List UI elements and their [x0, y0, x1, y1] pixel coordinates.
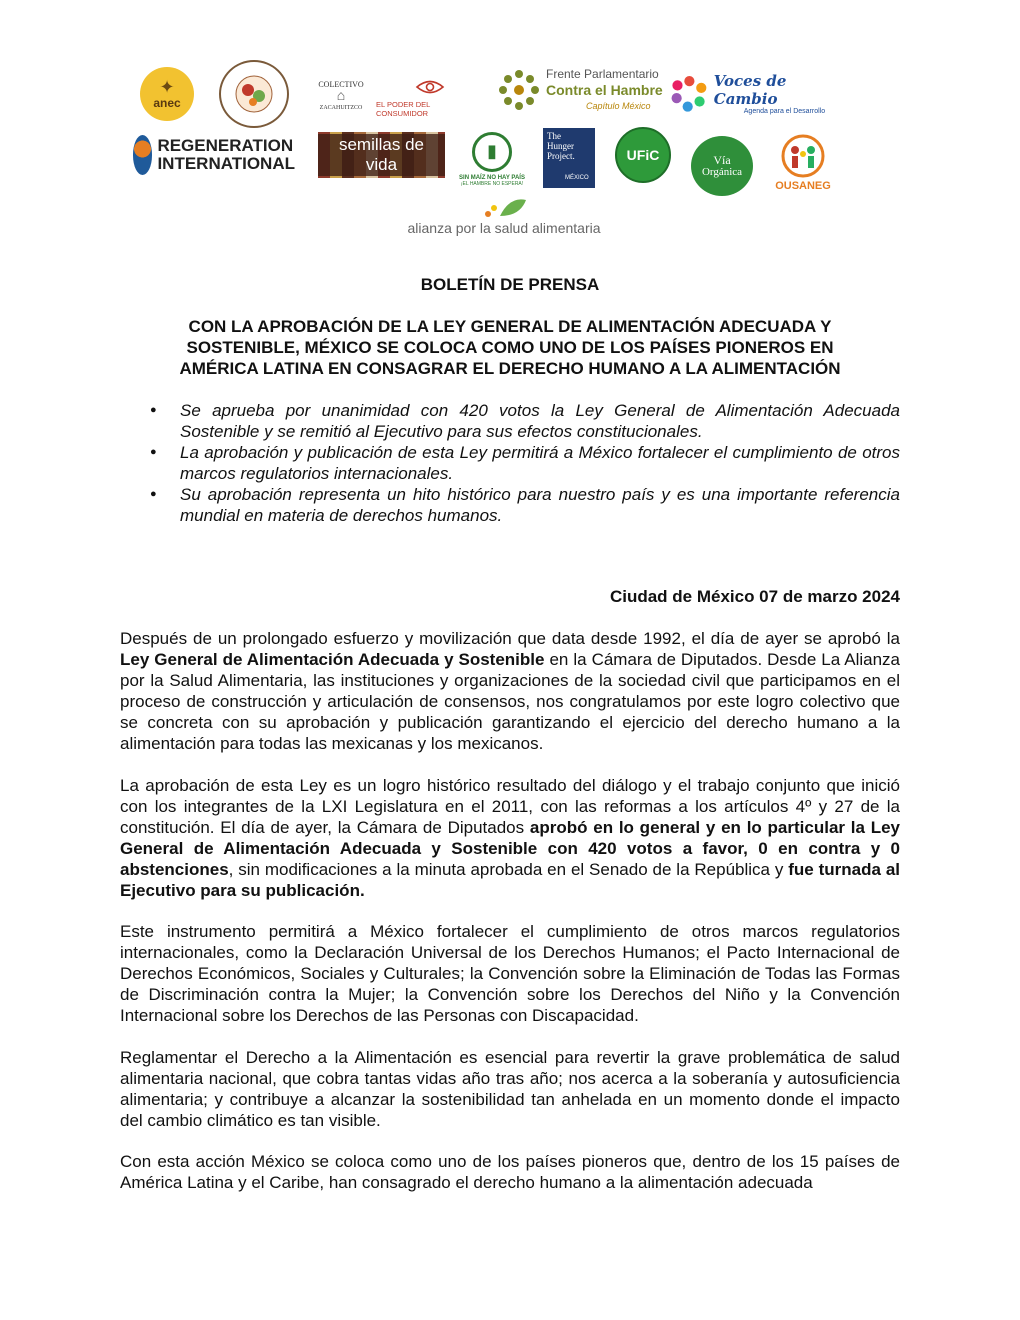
ousaneg-people-icon	[778, 134, 828, 178]
via-line1: Vía	[713, 153, 731, 167]
regeneration-line1: REGENERATION	[157, 136, 294, 155]
ufic-label: UFiC	[626, 147, 660, 163]
ousaneg-label: OUSANEG	[775, 180, 831, 192]
dateline: Ciudad de México 07 de marzo 2024	[609, 587, 900, 606]
colectivo-building-icon: ⌂	[336, 88, 346, 104]
highlight-item: ● Se aprueba por unanimidad con 420 votos la Ley General de Alimentación Adecuada Sostenible y se remitió al Ejecutivo para sus efectos constitucionales.	[150, 400, 900, 442]
via-organica-logo	[691, 136, 753, 196]
regeneration-globe-icon	[133, 135, 152, 175]
sinmaiz-line1: SIN MAÍZ NO HAY PAÍS	[459, 174, 525, 181]
paragraph-4: Reglamentar el Derecho a la Alimentación es esencial para revertir la grave problemática de salud alimentaria nacional, que cobra tantas vidas año tras año; nos acerca a la soberanía y autosuficiencia alimentaria; y contribuye a alcanzar la sostenibilidad tan anhelada en un momento donde el impacto del cambio climático es tan visible.	[120, 1048, 900, 1130]
frente-parlamentario-logo	[498, 66, 663, 114]
via-line2: Orgánica	[701, 166, 743, 178]
law-name-bold: Ley General de Alimentación Adecuada y Sostenible	[120, 650, 545, 669]
highlights-list	[150, 400, 900, 526]
colectivo-zacahuitzco-logo	[316, 72, 366, 118]
paragraph-2	[120, 775, 900, 901]
headline-line: SOSTENIBLE, MÉXICO SE COLOCA COMO UNO DE LOS PAÍSES PIONEROS EN	[186, 338, 834, 357]
regeneration-line2: INTERNATIONAL	[157, 154, 295, 173]
ousaneg-logo	[768, 128, 838, 198]
asociacion-consumidores-logo	[219, 60, 289, 128]
voces-de-cambio-logo	[669, 70, 834, 116]
turned-to-executive-bold: fue turnada al Ejecutivo para su publicación.	[120, 860, 900, 900]
vote-result-bold: aprobó en lo general y en lo particular la Ley General de Alimentación Adecuada y Sostenible con 420 votos a favor, 0 en contra y 0 abstenciones	[120, 818, 900, 879]
voces-title: Voces de Cambio	[713, 71, 787, 108]
paragraph-text: La aprobación de esta Ley es un logro histórico resultado del diálogo y el trabajo conjunto que inició con los integrantes de la LXI Legislatura en el 2011, con las reformas a los artículos 4º y 27 de la constitución. El día de ayer, la Cámara de Diputados	[120, 776, 900, 837]
poder-consumidor-label: EL PODER DEL CONSUMIDOR	[376, 100, 431, 118]
corn-icon: ▮	[472, 132, 512, 172]
highlight-item: ● Su aprobación representa un hito histórico para nuestro país y es una importante referencia mundial en materia de derechos humanos.	[150, 484, 900, 526]
hunger-line3: Project.	[547, 151, 575, 161]
paragraph-text: , sin modificaciones a la minuta aprobada en el Senado de la República y	[228, 860, 789, 879]
asociacion-seal-icon	[221, 62, 287, 126]
frente-dots-icon	[498, 69, 540, 111]
paragraph-5: Con esta acción México se coloca como uno de los países pioneros que, dentro de los 15 países de América Latina y el Caribe, han consagrado el derecho humano a la alimentación adecuada	[120, 1152, 900, 1192]
hunger-project-logo	[543, 128, 595, 188]
eye-icon	[415, 78, 445, 96]
sin-maiz-no-hay-pais-logo	[459, 127, 525, 191]
sinmaiz-line2: ¡EL HAMBRE NO ESPERA!	[460, 180, 524, 187]
frente-line3: Capítulo México	[586, 101, 651, 111]
hunger-line2: Hunger	[547, 141, 574, 151]
alianza-label: alianza por la salud alimentaria	[407, 220, 601, 236]
regeneration-international-logo	[133, 133, 295, 177]
colectivo-label: COLECTIVO	[318, 79, 364, 89]
alianza-logo	[390, 194, 618, 238]
paragraph-3: Este instrumento permitirá a México fortalecer el cumplimiento de otros marcos regulatorios internacionales, como la Declaración Universal de los Derechos Humanos; el Pacto Internacional de Derechos Económicos, Sociales y Culturales; la Convención sobre la Eliminación de Todas las Formas de Discriminación contra la Mujer; la Convención sobre los Derechos del Niño y la Convención Internacional sobre los Derechos de las Personas con Discapacidad.	[120, 922, 900, 1025]
semillas-de-vida-logo	[318, 132, 445, 178]
headline-line: AMÉRICA LATINA EN CONSAGRAR EL DERECHO HUMANO A LA ALIMENTACIÓN	[179, 359, 841, 378]
frente-line1: Frente Parlamentario	[546, 67, 659, 81]
paragraph-text: Después de un prolongado esfuerzo y movilización que data desde 1992, el día de ayer se aprobó la	[120, 629, 900, 648]
hunger-line4: MÉXICO	[565, 175, 589, 181]
frente-line2: Contra el Hambre	[546, 82, 663, 98]
alianza-leaf-icon	[480, 196, 528, 220]
headline-line: CON LA APROBACIÓN DE LA LEY GENERAL DE ALIMENTACIÓN ADECUADA Y	[188, 317, 832, 336]
voces-subtitle: Agenda para el Desarrollo	[743, 107, 826, 115]
poder-consumidor-logo	[376, 78, 484, 118]
paragraph-1	[120, 628, 900, 754]
highlight-item: ● La aprobación y publicación de esta Ley permitirá a México fortalecer el cumplimiento de otros marcos regulatorios internacionales.	[150, 442, 900, 484]
voces-flower-icon	[669, 71, 710, 115]
press-release-title: BOLETÍN DE PRENSA	[420, 275, 600, 294]
zacahuitzco-label: ZACAHUITZCO	[319, 104, 363, 111]
bird-icon: ✦	[159, 77, 175, 97]
anec-logo	[140, 67, 194, 121]
hunger-line1: The	[547, 131, 561, 141]
ufic-logo	[615, 127, 671, 183]
anec-label: anec	[153, 96, 181, 110]
semillas-label: semillas de vida	[318, 134, 445, 176]
headline	[140, 316, 880, 379]
paragraph-text: en la Cámara de Diputados. Desde La Alianza por la Salud Alimentaria, las instituciones y organizaciones de la sociedad civil que participamos en el proceso de construcción y articulación de consensos, nos congratulamos por este logro colectivo que se concreta con su aprobación y publicación garantizando el ejercicio del derecho humano a la alimentación para todas las mexicanas y los mexicanos.	[120, 650, 900, 753]
